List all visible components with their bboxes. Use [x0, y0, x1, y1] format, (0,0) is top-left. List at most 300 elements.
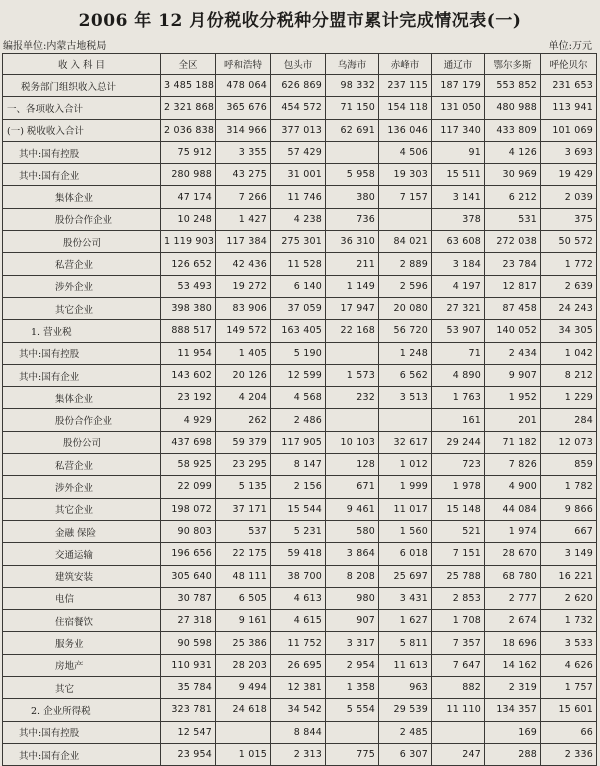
table-cell: 2 156 — [271, 476, 326, 498]
table-cell: 22 099 — [161, 476, 216, 498]
table-cell: 71 150 — [326, 97, 379, 119]
table-cell: 5 811 — [379, 632, 432, 654]
table-row — [3, 721, 597, 743]
table-cell: 6 562 — [379, 364, 432, 386]
table-cell: 433 809 — [485, 119, 541, 141]
header-row — [3, 54, 597, 75]
table-cell: 4 615 — [271, 610, 326, 632]
table-row — [3, 498, 597, 520]
table-cell: 71 — [432, 342, 485, 364]
table-cell: 12 599 — [271, 364, 326, 386]
table-cell: 3 317 — [326, 632, 379, 654]
table-cell: 377 013 — [271, 119, 326, 141]
table-cell: 15 544 — [271, 498, 326, 520]
row-label: 交通运输 — [3, 543, 161, 565]
table-cell: 143 602 — [161, 364, 216, 386]
row-label: 其它企业 — [3, 297, 161, 319]
table-cell: 18 696 — [485, 632, 541, 654]
table-cell: 5 958 — [326, 164, 379, 186]
table-cell: 37 171 — [216, 498, 271, 520]
table-cell: 25 788 — [432, 565, 485, 587]
table-cell: 2 485 — [379, 721, 432, 743]
table-cell: 1 627 — [379, 610, 432, 632]
row-label: 其中:国有企业 — [3, 164, 161, 186]
table-row — [3, 409, 597, 431]
table-cell: 27 321 — [432, 297, 485, 319]
table-cell: 7 357 — [432, 632, 485, 654]
row-label: 房地产 — [3, 654, 161, 676]
row-label: 集体企业 — [3, 186, 161, 208]
table-cell: 3 485 188 — [161, 75, 216, 97]
table-cell: 232 — [326, 387, 379, 409]
table-cell: 4 626 — [541, 654, 597, 676]
table-cell: 3 149 — [541, 543, 597, 565]
table-cell: 44 084 — [485, 498, 541, 520]
table-cell: 20 080 — [379, 297, 432, 319]
table-cell: 1 763 — [432, 387, 485, 409]
row-label: 电信 — [3, 587, 161, 609]
table-row — [3, 275, 597, 297]
unit-label: 单位:万元 — [548, 41, 592, 52]
table-cell: 6 505 — [216, 587, 271, 609]
table-cell: 83 906 — [216, 297, 271, 319]
table-cell: 87 458 — [485, 297, 541, 319]
table-row — [3, 253, 597, 275]
table-cell: 4 197 — [432, 275, 485, 297]
row-label: 其中:国有控股 — [3, 721, 161, 743]
table-cell: 38 700 — [271, 565, 326, 587]
row-label: 1. 营业税 — [3, 320, 161, 342]
table-cell: 723 — [432, 454, 485, 476]
table-cell: 24 618 — [216, 699, 271, 721]
table-cell — [216, 721, 271, 743]
table-cell: 1 405 — [216, 342, 271, 364]
table-cell: 53 493 — [161, 275, 216, 297]
table-row — [3, 364, 597, 386]
table-cell: 305 640 — [161, 565, 216, 587]
table-cell — [326, 342, 379, 364]
table-cell: 380 — [326, 186, 379, 208]
table-row — [3, 387, 597, 409]
table-row — [3, 231, 597, 253]
table-cell: 43 275 — [216, 164, 271, 186]
table-cell: 12 547 — [161, 721, 216, 743]
table-cell: 117 905 — [271, 431, 326, 453]
table-cell: 3 533 — [541, 632, 597, 654]
table-cell: 2 620 — [541, 587, 597, 609]
table-cell: 521 — [432, 520, 485, 542]
table-cell: 20 126 — [216, 364, 271, 386]
table-cell: 247 — [432, 743, 485, 765]
table-cell: 110 931 — [161, 654, 216, 676]
table-cell: 671 — [326, 476, 379, 498]
table-cell: 22 168 — [326, 320, 379, 342]
table-cell: 6 018 — [379, 543, 432, 565]
table-cell: 882 — [432, 677, 485, 699]
table-cell: 126 652 — [161, 253, 216, 275]
table-cell: 1 782 — [541, 476, 597, 498]
table-cell: 90 803 — [161, 520, 216, 542]
table-cell: 57 429 — [271, 141, 326, 163]
table-cell: 272 038 — [485, 231, 541, 253]
table-cell — [379, 208, 432, 230]
table-cell: 1 012 — [379, 454, 432, 476]
table-cell: 626 869 — [271, 75, 326, 97]
table-cell: 47 174 — [161, 186, 216, 208]
table-cell: 62 691 — [326, 119, 379, 141]
table-cell: 275 301 — [271, 231, 326, 253]
table-cell: 201 — [485, 409, 541, 431]
table-cell: 211 — [326, 253, 379, 275]
table-cell: 15 511 — [432, 164, 485, 186]
table-cell: 53 907 — [432, 320, 485, 342]
table-cell: 7 266 — [216, 186, 271, 208]
table-cell: 35 784 — [161, 677, 216, 699]
table-cell: 537 — [216, 520, 271, 542]
table-cell: 237 115 — [379, 75, 432, 97]
table-cell: 131 050 — [432, 97, 485, 119]
table-cell: 11 017 — [379, 498, 432, 520]
table-row — [3, 141, 597, 163]
table-cell: 50 572 — [541, 231, 597, 253]
row-label: 税务部门组织收入总计 — [3, 75, 161, 97]
table-cell: 56 720 — [379, 320, 432, 342]
table-cell: 531 — [485, 208, 541, 230]
table-cell: 3 431 — [379, 587, 432, 609]
table-cell: 90 598 — [161, 632, 216, 654]
table-cell: 11 613 — [379, 654, 432, 676]
table-row — [3, 476, 597, 498]
table-cell: 284 — [541, 409, 597, 431]
row-label: 其它企业 — [3, 498, 161, 520]
row-label: 股份合作企业 — [3, 208, 161, 230]
table-cell: 8 844 — [271, 721, 326, 743]
table-cell: 288 — [485, 743, 541, 765]
table-cell: 4 890 — [432, 364, 485, 386]
table-cell: 1 757 — [541, 677, 597, 699]
table-cell: 2 639 — [541, 275, 597, 297]
table-row — [3, 587, 597, 609]
table-cell: 12 073 — [541, 431, 597, 453]
table-cell: 24 243 — [541, 297, 597, 319]
table-cell: 19 272 — [216, 275, 271, 297]
column-header-hohhot: 呼和浩特 — [216, 54, 271, 75]
table-cell: 2 336 — [541, 743, 597, 765]
table-cell: 1 573 — [326, 364, 379, 386]
table-cell: 1 999 — [379, 476, 432, 498]
table-cell: 2 319 — [485, 677, 541, 699]
tax-revenue-table — [2, 53, 597, 766]
table-cell: 454 572 — [271, 97, 326, 119]
table-cell: 5 190 — [271, 342, 326, 364]
table-cell: 12 381 — [271, 677, 326, 699]
table-cell: 7 157 — [379, 186, 432, 208]
row-label: 其中:国有企业 — [3, 364, 161, 386]
table-cell: 2 777 — [485, 587, 541, 609]
table-row — [3, 186, 597, 208]
table-cell: 2 954 — [326, 654, 379, 676]
table-cell: 11 110 — [432, 699, 485, 721]
table-cell: 34 305 — [541, 320, 597, 342]
table-cell: 2 434 — [485, 342, 541, 364]
table-cell: 15 601 — [541, 699, 597, 721]
row-label: 其它 — [3, 677, 161, 699]
table-row — [3, 454, 597, 476]
table-cell: 117 340 — [432, 119, 485, 141]
table-cell: 31 001 — [271, 164, 326, 186]
table-cell: 5 554 — [326, 699, 379, 721]
table-cell: 1 427 — [216, 208, 271, 230]
column-header-ordos: 鄂尔多斯 — [485, 54, 541, 75]
column-header-hulunbuir: 呼伦贝尔 — [541, 54, 597, 75]
table-cell: 9 866 — [541, 498, 597, 520]
table-row — [3, 677, 597, 699]
table-cell: 580 — [326, 520, 379, 542]
table-cell: 25 386 — [216, 632, 271, 654]
table-cell: 84 021 — [379, 231, 432, 253]
table-cell: 10 248 — [161, 208, 216, 230]
table-cell: 4 126 — [485, 141, 541, 163]
table-cell: 2 674 — [485, 610, 541, 632]
table-cell: 9 461 — [326, 498, 379, 520]
table-cell: 231 653 — [541, 75, 597, 97]
table-cell: 19 303 — [379, 164, 432, 186]
table-cell: 163 405 — [271, 320, 326, 342]
table-cell: 196 656 — [161, 543, 216, 565]
row-label: 其中:国有控股 — [3, 141, 161, 163]
table-cell: 3 864 — [326, 543, 379, 565]
table-row — [3, 632, 597, 654]
row-label: 一、各项收入合计 — [3, 97, 161, 119]
row-label: 其中:国有企业 — [3, 743, 161, 765]
table-cell: 1 229 — [541, 387, 597, 409]
table-cell: 888 517 — [161, 320, 216, 342]
table-cell: 91 — [432, 141, 485, 163]
table-row — [3, 743, 597, 765]
table-cell: 1 358 — [326, 677, 379, 699]
table-cell: 48 111 — [216, 565, 271, 587]
row-label: 其中:国有控股 — [3, 342, 161, 364]
table-cell: 6 140 — [271, 275, 326, 297]
table-body — [3, 75, 597, 766]
table-cell: 26 695 — [271, 654, 326, 676]
row-label: 私营企业 — [3, 454, 161, 476]
table-cell: 11 752 — [271, 632, 326, 654]
table-cell: 28 670 — [485, 543, 541, 565]
table-cell: 23 954 — [161, 743, 216, 765]
table-cell: 23 295 — [216, 454, 271, 476]
table-cell: 8 212 — [541, 364, 597, 386]
table-cell: 1 015 — [216, 743, 271, 765]
table-cell: 37 059 — [271, 297, 326, 319]
table-cell: 32 617 — [379, 431, 432, 453]
table-cell: 775 — [326, 743, 379, 765]
row-label: 集体企业 — [3, 387, 161, 409]
row-label: 住宿餐饮 — [3, 610, 161, 632]
table-cell: 59 379 — [216, 431, 271, 453]
table-cell: 16 221 — [541, 565, 597, 587]
table-cell: 140 052 — [485, 320, 541, 342]
table-cell: 19 429 — [541, 164, 597, 186]
table-cell: 7 647 — [432, 654, 485, 676]
table-cell: 4 506 — [379, 141, 432, 163]
table-cell: 42 436 — [216, 253, 271, 275]
table-cell: 12 817 — [485, 275, 541, 297]
table-cell — [326, 141, 379, 163]
table-cell: 134 357 — [485, 699, 541, 721]
table-row — [3, 654, 597, 676]
table-cell: 3 513 — [379, 387, 432, 409]
table-cell: 63 608 — [432, 231, 485, 253]
table-cell: 117 384 — [216, 231, 271, 253]
table-cell: 323 781 — [161, 699, 216, 721]
table-cell: 1 248 — [379, 342, 432, 364]
table-cell: 4 613 — [271, 587, 326, 609]
table-cell: 75 912 — [161, 141, 216, 163]
table-cell: 161 — [432, 409, 485, 431]
table-row — [3, 97, 597, 119]
table-row — [3, 565, 597, 587]
table-cell: 5 135 — [216, 476, 271, 498]
table-cell: 36 310 — [326, 231, 379, 253]
table-cell: 1 978 — [432, 476, 485, 498]
table-cell: 154 118 — [379, 97, 432, 119]
table-cell: 8 208 — [326, 565, 379, 587]
table-cell: 6 212 — [485, 186, 541, 208]
table-cell: 1 974 — [485, 520, 541, 542]
column-header-subject: 收 入 科 目 — [3, 54, 161, 75]
table-cell: 98 332 — [326, 75, 379, 97]
table-row — [3, 119, 597, 141]
table-cell: 29 539 — [379, 699, 432, 721]
table-cell: 2 036 838 — [161, 119, 216, 141]
table-cell: 1 732 — [541, 610, 597, 632]
table-cell: 68 780 — [485, 565, 541, 587]
table-cell: 1 560 — [379, 520, 432, 542]
compiler-unit: 编报单位:内蒙古地税局 — [3, 41, 107, 52]
table-cell: 7 151 — [432, 543, 485, 565]
table-title: 2006 年 12 月份税收分税种分盟市累计完成情况表(一) — [78, 11, 522, 31]
table-cell: 23 784 — [485, 253, 541, 275]
table-cell: 8 147 — [271, 454, 326, 476]
table-cell: 2 596 — [379, 275, 432, 297]
table-cell: 28 203 — [216, 654, 271, 676]
table-cell: 128 — [326, 454, 379, 476]
table-row — [3, 610, 597, 632]
table-cell — [379, 409, 432, 431]
table-cell: 11 528 — [271, 253, 326, 275]
table-row — [3, 297, 597, 319]
column-header-chifeng: 赤峰市 — [379, 54, 432, 75]
table-cell: 1 119 903 — [161, 231, 216, 253]
table-cell: 1 708 — [432, 610, 485, 632]
table-cell: 980 — [326, 587, 379, 609]
table-cell — [432, 721, 485, 743]
row-label: 股份公司 — [3, 231, 161, 253]
table-cell: 22 175 — [216, 543, 271, 565]
table-row — [3, 342, 597, 364]
table-cell: 3 184 — [432, 253, 485, 275]
table-row — [3, 543, 597, 565]
table-cell: 480 988 — [485, 97, 541, 119]
table-cell: 2 853 — [432, 587, 485, 609]
table-cell: 11 746 — [271, 186, 326, 208]
table-cell: 198 072 — [161, 498, 216, 520]
column-header-tongliao: 通辽市 — [432, 54, 485, 75]
table-cell: 7 826 — [485, 454, 541, 476]
table-cell: 314 966 — [216, 119, 271, 141]
table-cell: 375 — [541, 208, 597, 230]
table-cell: 58 925 — [161, 454, 216, 476]
table-cell: 169 — [485, 721, 541, 743]
table-cell: 29 244 — [432, 431, 485, 453]
column-header-wuhai: 乌海市 — [326, 54, 379, 75]
table-cell: 437 698 — [161, 431, 216, 453]
table-cell: 1 042 — [541, 342, 597, 364]
table-cell: 25 697 — [379, 565, 432, 587]
table-cell: 4 238 — [271, 208, 326, 230]
table-cell: 365 676 — [216, 97, 271, 119]
table-cell — [326, 409, 379, 431]
table-cell: 478 064 — [216, 75, 271, 97]
table-cell: 5 231 — [271, 520, 326, 542]
table-cell: 9 494 — [216, 677, 271, 699]
table-cell: 2 889 — [379, 253, 432, 275]
row-label: 股份合作企业 — [3, 409, 161, 431]
table-cell: 113 941 — [541, 97, 597, 119]
table-cell: 17 947 — [326, 297, 379, 319]
table-cell: 9 907 — [485, 364, 541, 386]
table-cell: 11 954 — [161, 342, 216, 364]
column-header-region-total: 全区 — [161, 54, 216, 75]
table-cell: 4 900 — [485, 476, 541, 498]
table-cell: 1 952 — [485, 387, 541, 409]
table-row — [3, 699, 597, 721]
table-row — [3, 431, 597, 453]
table-cell: 30 787 — [161, 587, 216, 609]
table-cell: 6 307 — [379, 743, 432, 765]
row-label: 涉外企业 — [3, 476, 161, 498]
column-header-baotou: 包头市 — [271, 54, 326, 75]
table-cell — [326, 721, 379, 743]
table-cell: 71 182 — [485, 431, 541, 453]
table-cell: 9 161 — [216, 610, 271, 632]
table-cell: 149 572 — [216, 320, 271, 342]
table-cell: 34 542 — [271, 699, 326, 721]
table-row — [3, 164, 597, 186]
table-cell: 4 204 — [216, 387, 271, 409]
table-cell: 4 568 — [271, 387, 326, 409]
table-cell: 736 — [326, 208, 379, 230]
row-label: 股份公司 — [3, 431, 161, 453]
table-cell: 14 162 — [485, 654, 541, 676]
table-cell: 23 192 — [161, 387, 216, 409]
table-cell: 3 141 — [432, 186, 485, 208]
table-row — [3, 320, 597, 342]
table-cell: 553 852 — [485, 75, 541, 97]
table-cell: 59 418 — [271, 543, 326, 565]
row-label: (一) 税收收入合计 — [3, 119, 161, 141]
row-label: 服务业 — [3, 632, 161, 654]
table-cell: 136 046 — [379, 119, 432, 141]
table-cell: 1 772 — [541, 253, 597, 275]
table-cell: 15 148 — [432, 498, 485, 520]
table-cell: 27 318 — [161, 610, 216, 632]
table-cell: 10 103 — [326, 431, 379, 453]
table-cell: 1 149 — [326, 275, 379, 297]
table-cell: 2 039 — [541, 186, 597, 208]
table-cell: 3 693 — [541, 141, 597, 163]
